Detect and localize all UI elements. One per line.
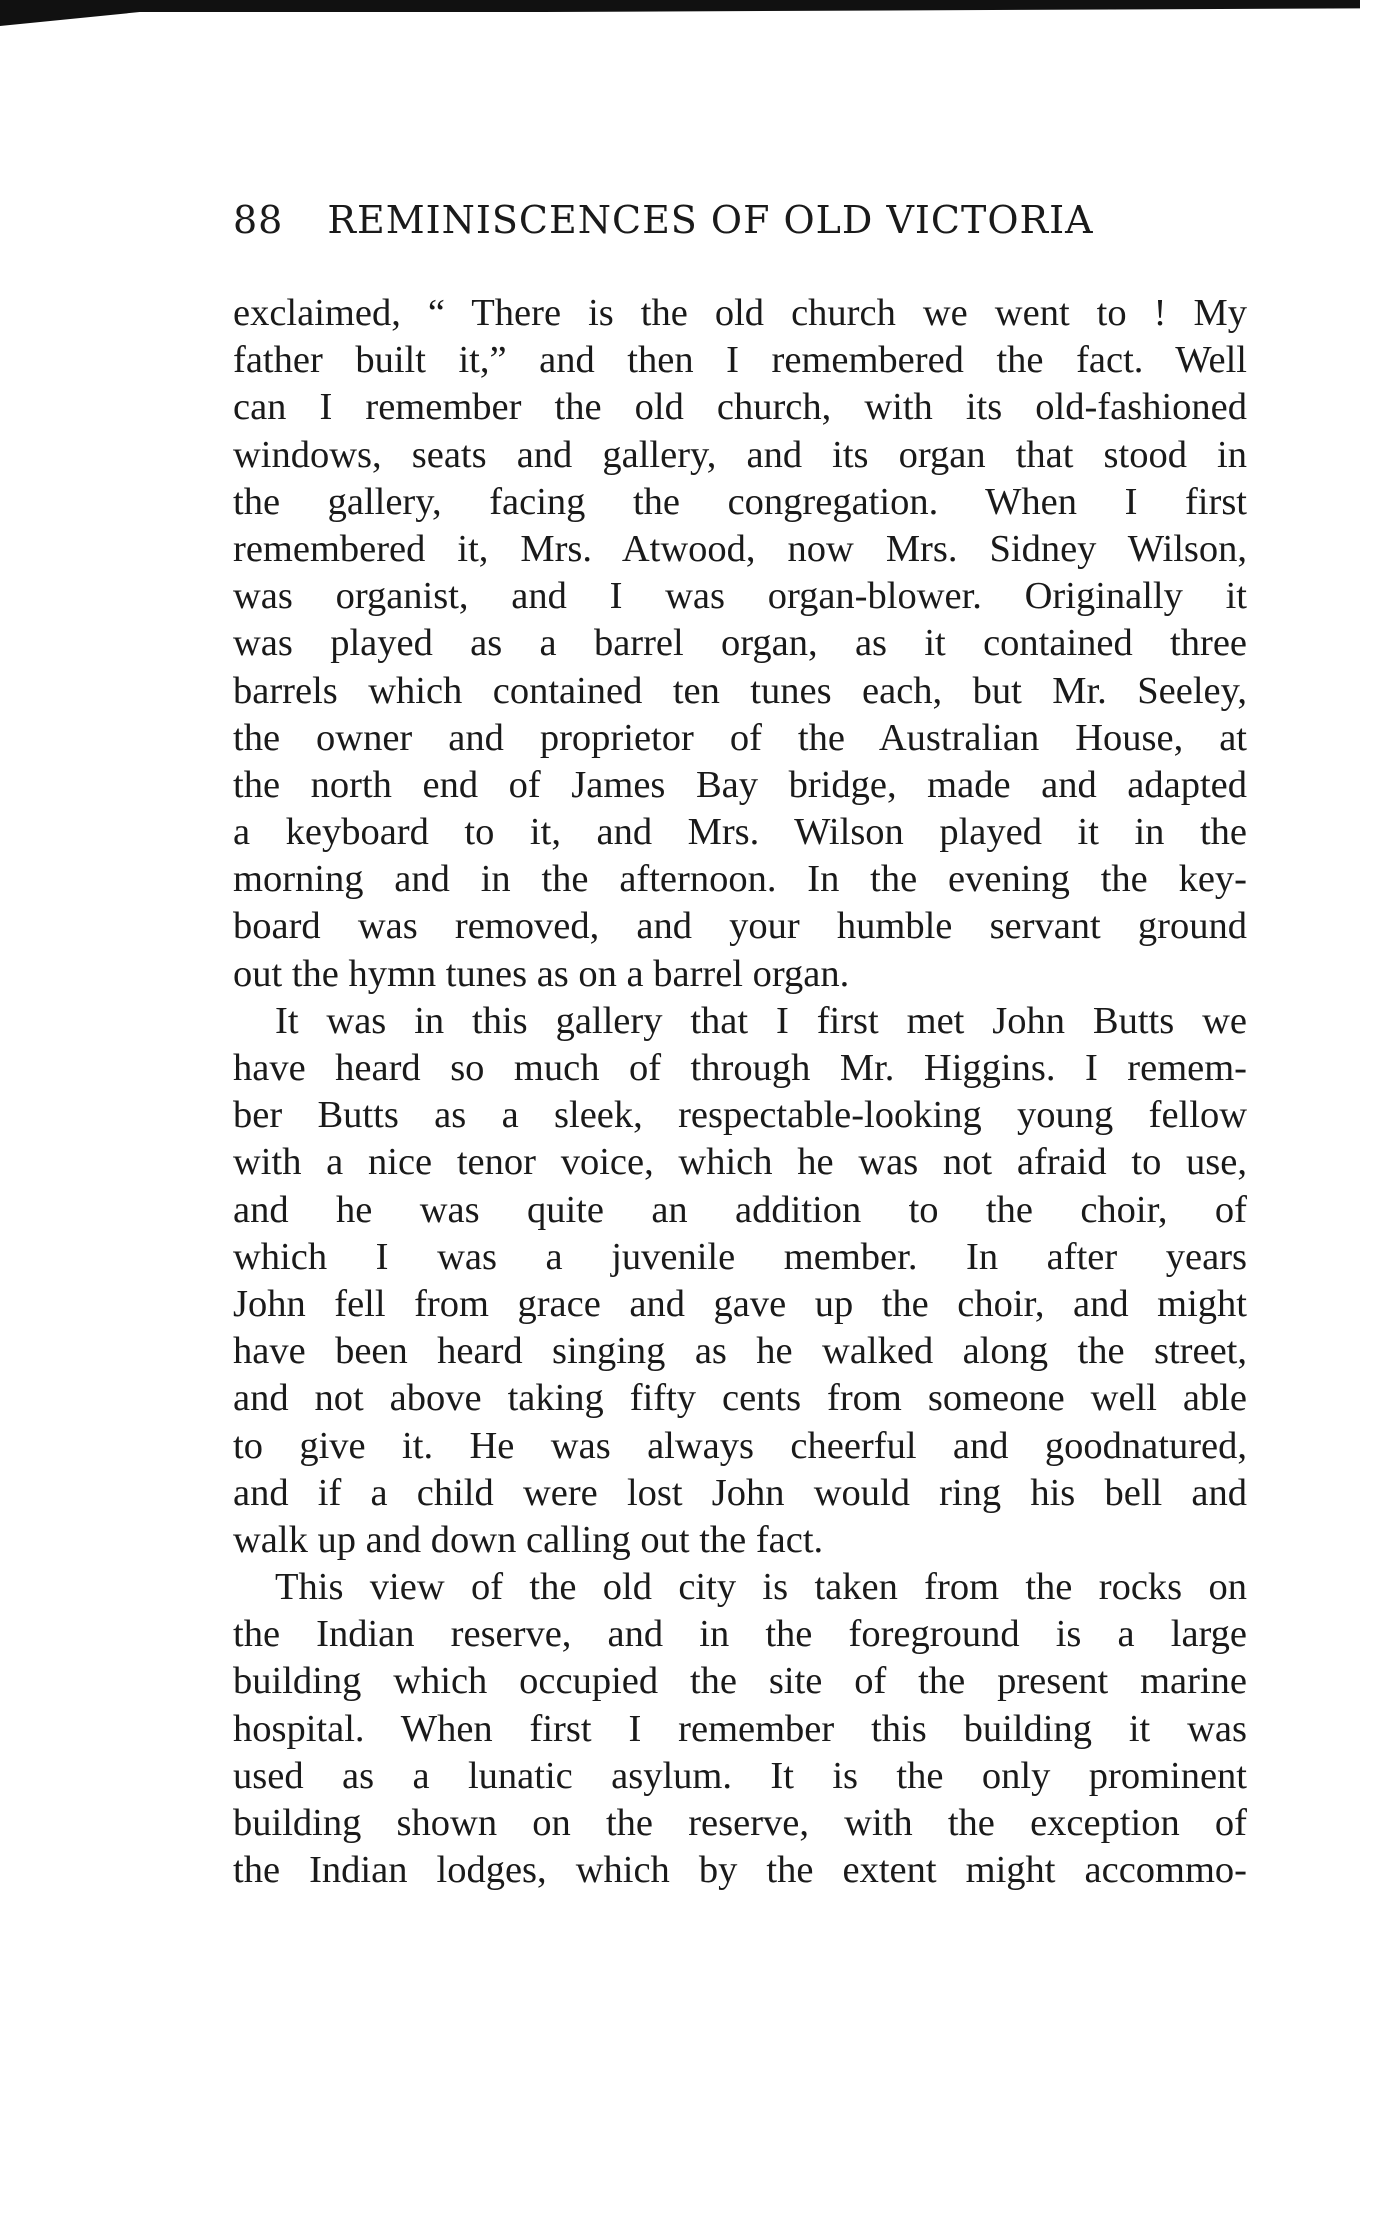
text-line: It was in this gallery that I first met John Butts we — [275, 999, 1247, 1042]
body-text — [233, 290, 1247, 1894]
page-number: 88 — [233, 198, 284, 242]
book-title: REMINISCENCES OF OLD VICTORIA — [327, 198, 1094, 242]
text-line: was organist, and I was organ-blower. Originally it — [233, 575, 1247, 618]
running-header — [233, 198, 1168, 242]
text-line: the gallery, facing the congregation. When I first — [233, 480, 1247, 523]
text-line: the Indian lodges, which by the extent might accommo- — [233, 1849, 1247, 1892]
scan-edge-mark — [0, 10, 160, 26]
text-line: to give it. He was always cheerful and goodnatured, — [233, 1424, 1247, 1467]
text-line: hospital. When first I remember this building it was — [233, 1707, 1247, 1750]
scan-edge-bar — [0, 0, 1360, 12]
text-line: the Indian reserve, and in the foreground is a large — [233, 1613, 1247, 1656]
text-line: building shown on the reserve, with the exception of — [233, 1802, 1247, 1844]
text-line: board was removed, and your humble servant ground — [233, 905, 1247, 948]
text-line: which I was a juvenile member. In after years — [233, 1235, 1247, 1278]
text-line: This view of the old city is taken from the rocks on — [275, 1566, 1247, 1609]
text-line: barrels which contained ten tunes each, but Mr. Seeley, — [233, 669, 1247, 712]
text-line: building which occupied the site of the present marine — [233, 1660, 1247, 1703]
text-line: was played as a barrel organ, as it contained three — [233, 622, 1247, 665]
text-line: used as a lunatic asylum. It is the only prominent — [233, 1754, 1247, 1797]
text-line: a keyboard to it, and Mrs. Wilson played it in the — [233, 811, 1247, 854]
text-line: exclaimed, “ There is the old church we went to ! My — [233, 292, 1247, 334]
text-line: have been heard singing as he walked along the street, — [233, 1330, 1247, 1373]
text-line: out the hymn tunes as on a barrel organ. — [233, 952, 850, 995]
text-line: John fell from grace and gave up the choir, and might — [233, 1282, 1247, 1325]
text-line: and not above taking fifty cents from someone well able — [233, 1377, 1247, 1420]
text-line: morning and in the afternoon. In the evening the key- — [233, 858, 1247, 901]
text-line: father built it,” and then I remembered the fact. Well — [233, 339, 1247, 382]
text-line: and if a child were lost John would ring his bell and — [233, 1471, 1247, 1514]
text-line: walk up and down calling out the fact. — [233, 1518, 824, 1561]
text-line: remembered it, Mrs. Atwood, now Mrs. Sidney Wilson, — [233, 527, 1247, 570]
text-line: can I remember the old church, with its old-fashioned — [233, 386, 1247, 429]
text-line: with a nice tenor voice, which he was not afraid to use, — [233, 1141, 1247, 1184]
text-line: and he was quite an addition to the choir, of — [233, 1188, 1247, 1231]
text-line: ber Butts as a sleek, respectable-looking young fellow — [233, 1094, 1247, 1137]
text-line: the north end of James Bay bridge, made and adapted — [233, 763, 1247, 806]
text-line: windows, seats and gallery, and its organ that stood in — [233, 433, 1247, 476]
text-line: the owner and proprietor of the Australian House, at — [233, 716, 1247, 759]
text-line: have heard so much of through Mr. Higgins. I remem- — [233, 1047, 1247, 1089]
